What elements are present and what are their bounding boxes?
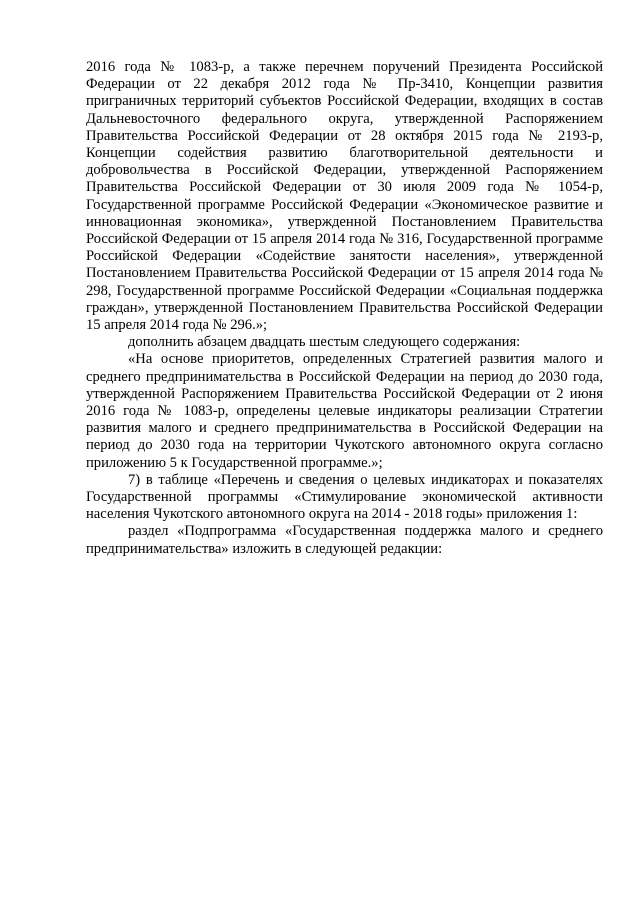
document-page xyxy=(86,59,603,558)
paragraph-item-7: 7) в таблице «Перечень и сведения о целевых индикаторах и показателях Государственной программы «Стимулирование экономической активности населения Чукотского автономного округа на 2014 - 2018 годы» приложения 1: xyxy=(86,471,603,523)
paragraph-quoted-text: «На основе приоритетов, определенных Стратегией развития малого и среднего предпринимательства в Российской Федерации на период до 2030 года, утвержденной Распоряжением Правительства Российской Федерации от 2 июня 2016 года № 1083-р, определены целевые индикаторы реализации Стратегии развития малого и среднего предпринимательства в Российской Федерации на период до 2030 года на территории Чукотского автономного округа согласно приложению 5 к Государственной программе.»; xyxy=(86,351,603,471)
paragraph-section-edit: раздел «Подпрограмма «Государственная поддержка малого и среднего предпринимательства» изложить в следующей редакции: xyxy=(86,523,603,557)
paragraph-continuation: 2016 года № 1083-р, а также перечнем поручений Президента Российской Федерации от 22 декабря 2012 года № Пр-3410, Концепции развития приграничных территорий субъектов Российской Федерации, входящих в состав Дальневосточного федерального округа, утвержденной Распоряжением Правительства Российской Федерации от 28 октября 2015 года № 2193-р, Концепции содействия развитию благотворительной деятельности и добровольчества в Российской Федерации, утвержденной Распоряжением Правительства Российской Федерации от 30 июля 2009 года № 1054-р, Государственной программе Российской Федерации «Экономическое развитие и инновационная экономика», утвержденной Постановлением Правительства Российской Федерации от 15 апреля 2014 года № 316, Государственной программе Российской Федерации «Содействие занятости населения», утвержденной Постановлением Правительства Российской Федерации от 15 апреля 2014 года № 298, Государственной программе Российской Федерации «Социальная поддержка граждан», утвержденной Постановлением Правительства Российской Федерации 15 апреля 2014 года № 296.»; xyxy=(86,59,603,334)
paragraph-add-clause: дополнить абзацем двадцать шестым следующего содержания: xyxy=(128,334,521,351)
